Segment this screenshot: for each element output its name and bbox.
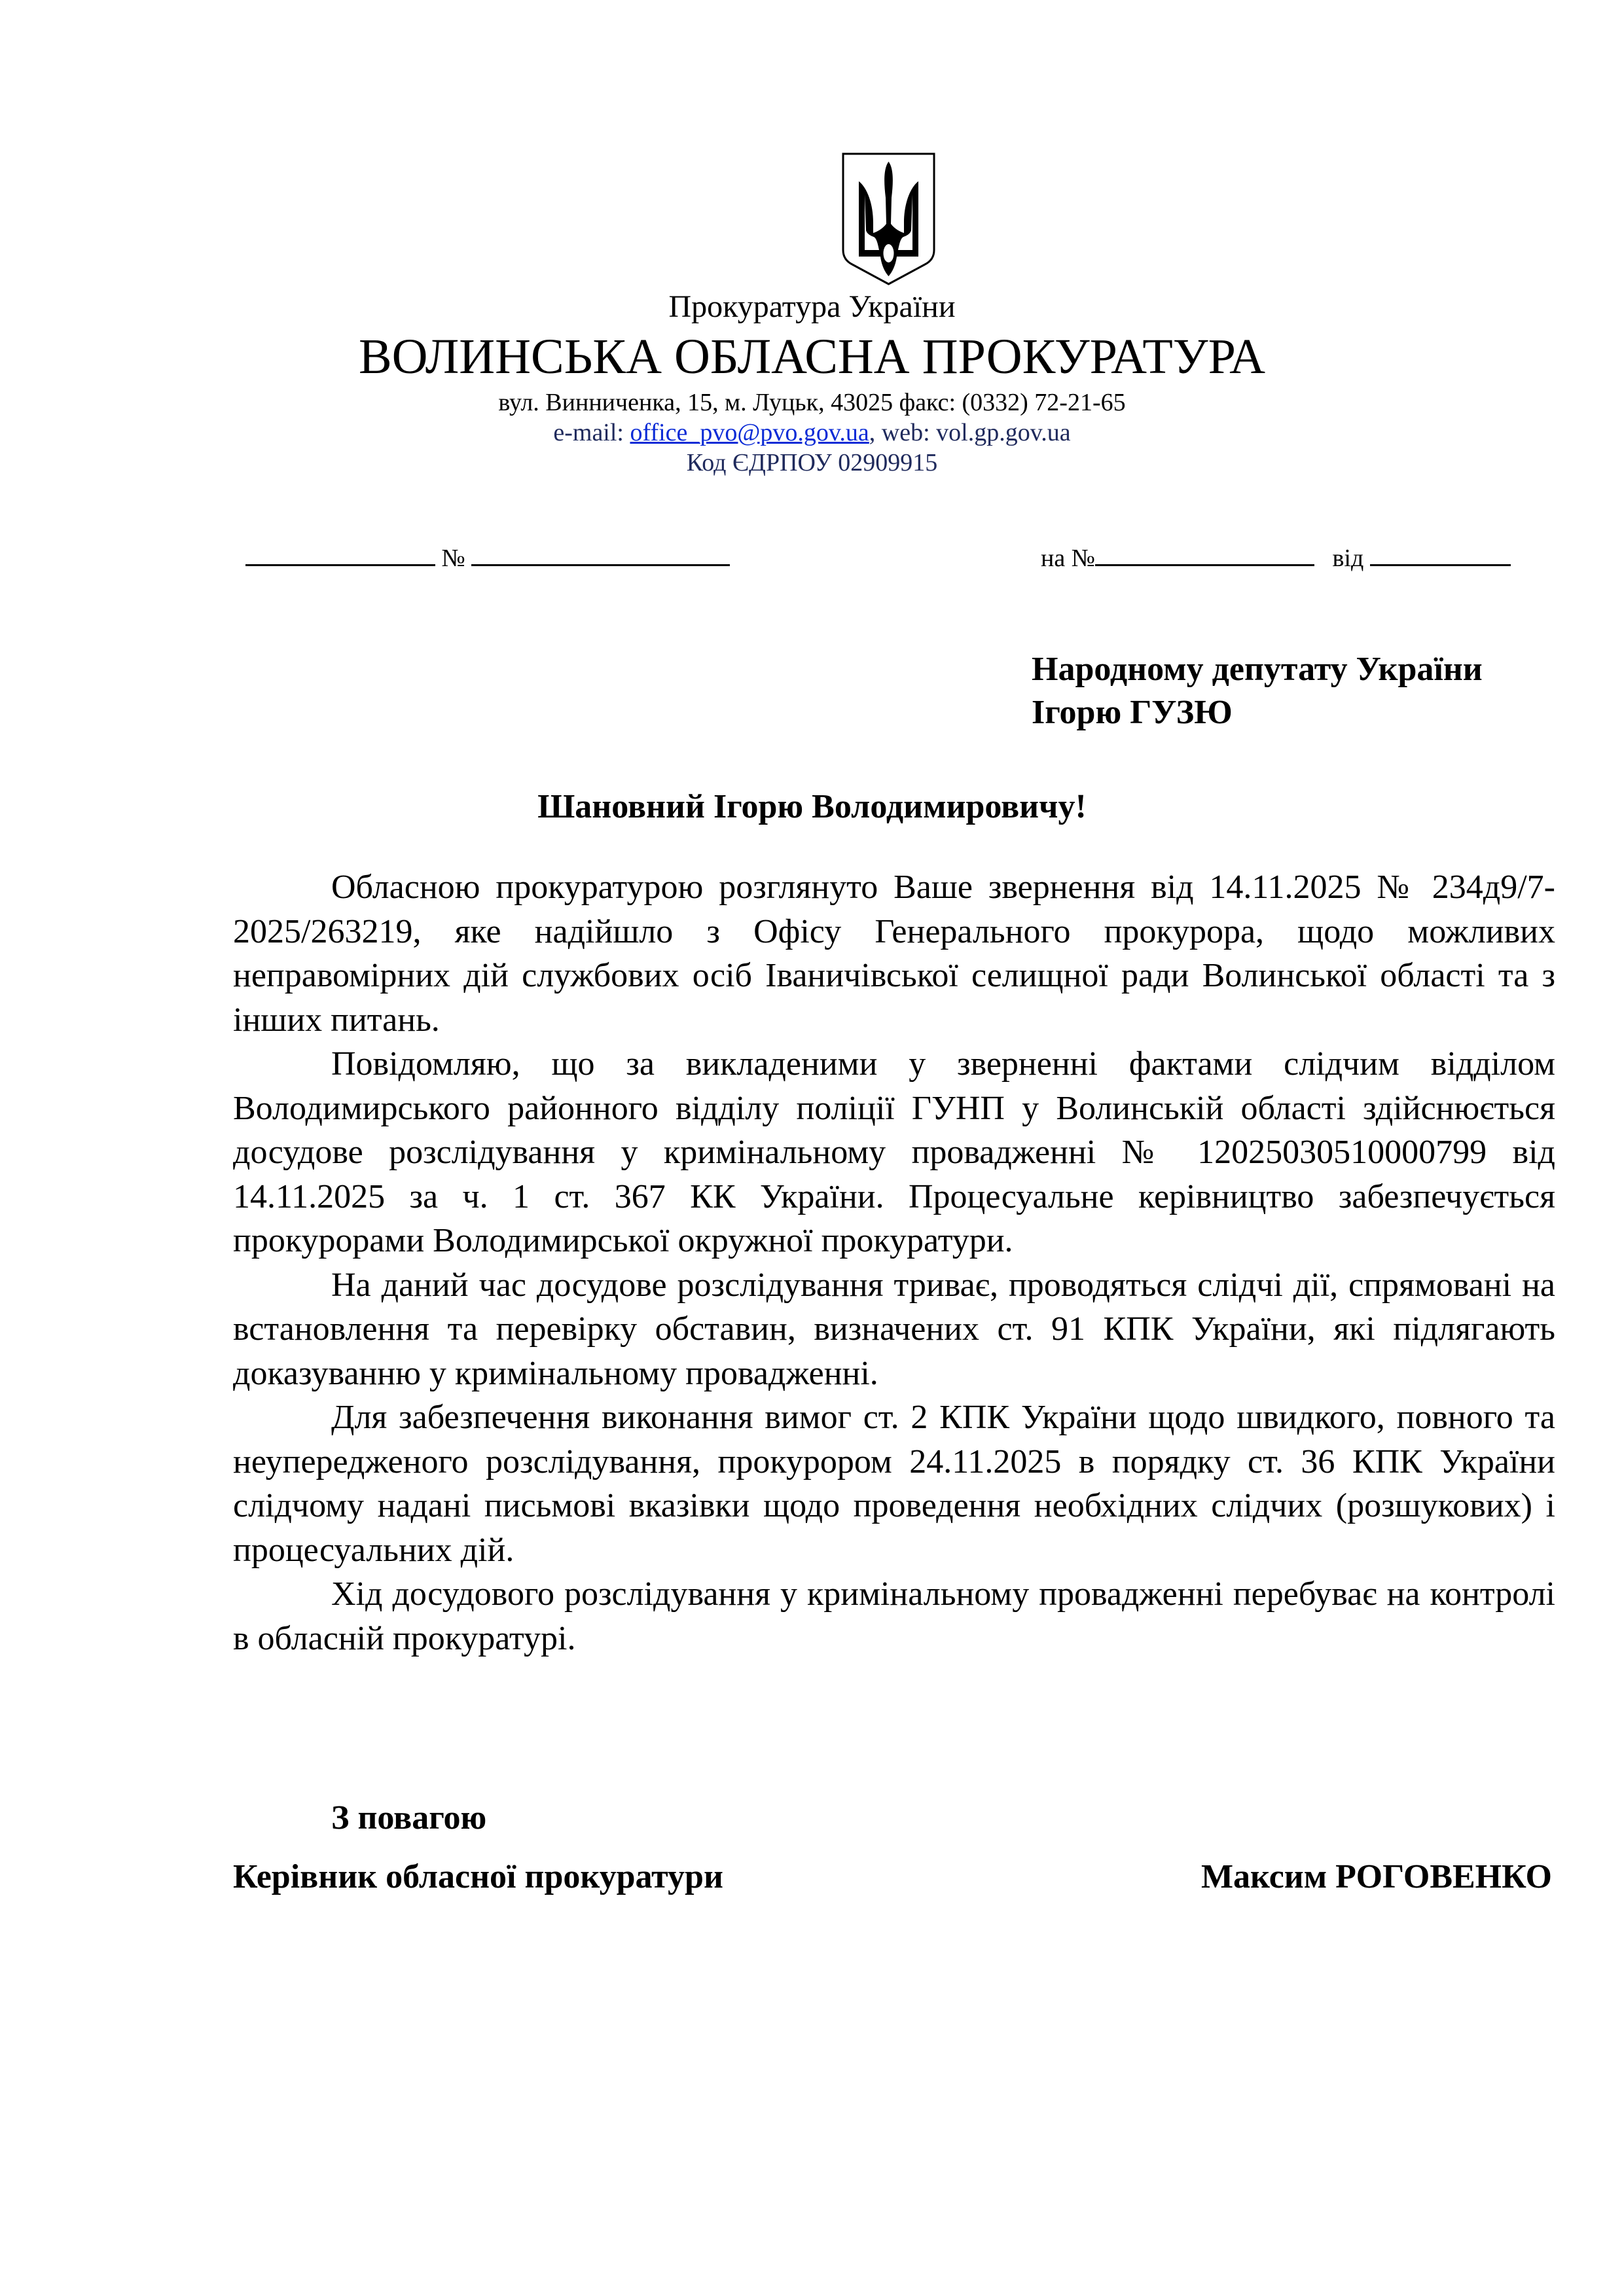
addressee-name: Ігорю ГУЗЮ <box>1032 694 1233 731</box>
postal-address: вул. Винниченка, 15, м. Луцьк, 43025 факс: (0332) 72-21-65 <box>498 389 1126 416</box>
organization-name: ВОЛИНСЬКА ОБЛАСНА ПРОКУРАТУРА <box>358 329 1266 384</box>
coat-of-arms-icon <box>841 152 936 286</box>
body-paragraph: На даний час досудове розслідування триває, проводяться слідчі дії, спрямовані на встановлення та перевірку обставин, визначених ст. 91 КПК України, які підлягають доказуванню у кримінальному провадженні. <box>233 1266 1555 1392</box>
email-label: e-mail: <box>553 419 630 446</box>
signer-position: Керівник обласної прокуратури <box>233 1858 723 1895</box>
closing-phrase: З повагою <box>331 1799 487 1837</box>
outgoing-date-blank <box>245 542 435 566</box>
web-label: , web: <box>869 419 937 446</box>
outgoing-number-blank <box>471 542 730 566</box>
contacts-line <box>0 418 1624 448</box>
reply-registration <box>1041 542 1511 573</box>
letter-body <box>233 865 1555 1660</box>
ministry-name: Прокуратура України <box>668 289 956 324</box>
addressee-block <box>1032 648 1483 734</box>
number-symbol: № <box>441 545 465 572</box>
body-paragraph: Повідомляю, що за викладеними у зверненні фактами слідчим відділом Володимирського районного відділу поліції ГУНП у Волинській області здійснюється досудове розслідування у кримінальному провадженні № 12025030510000799 від 14.11.2025 за ч. 1 ст. 367 КК України. Процесуальне керівництво забезпечується прокурорами Володимирської окружної прокуратури. <box>233 1045 1555 1259</box>
body-paragraph: Обласною прокуратурою розглянуто Ваше звернення від 14.11.2025 № 234д9/7-2025/263219, яке надійшло з Офісу Генерального прокурора, щодо можливих неправомірних дій службових осіб Іваничівської селищної ради Волинської області та з інших питань. <box>233 869 1555 1039</box>
reply-number-blank <box>1095 542 1314 566</box>
reply-date-blank <box>1370 542 1511 566</box>
addressee-title: Народному депутату України <box>1032 651 1483 688</box>
email-link[interactable]: office_pvo@pvo.gov.ua <box>630 419 869 446</box>
web-address: vol.gp.gov.ua <box>936 419 1071 446</box>
edrpou-code: Код ЄДРПОУ 02909915 <box>686 449 938 476</box>
body-paragraph: Для забезпечення виконання вимог ст. 2 КПК України щодо швидкого, повного та неупередженого розслідування, прокурором 24.11.2025 в порядку ст. 36 КПК України слідчому надані письмові вказівки щодо проведення необхідних слідчих (розшукових) і процесуальних дій. <box>233 1399 1555 1569</box>
signer-name: Максим РОГОВЕНКО <box>1200 1858 1552 1895</box>
reply-date-label: від <box>1332 545 1364 572</box>
salutation: Шановний Ігорю Володимировичу! <box>537 788 1087 825</box>
body-paragraph: Хід досудового розслідування у кримінальному провадженні перебуває на контролі в обласній прокуратурі. <box>233 1575 1555 1657</box>
reply-number-label: на № <box>1041 545 1095 572</box>
outgoing-registration <box>245 542 730 573</box>
